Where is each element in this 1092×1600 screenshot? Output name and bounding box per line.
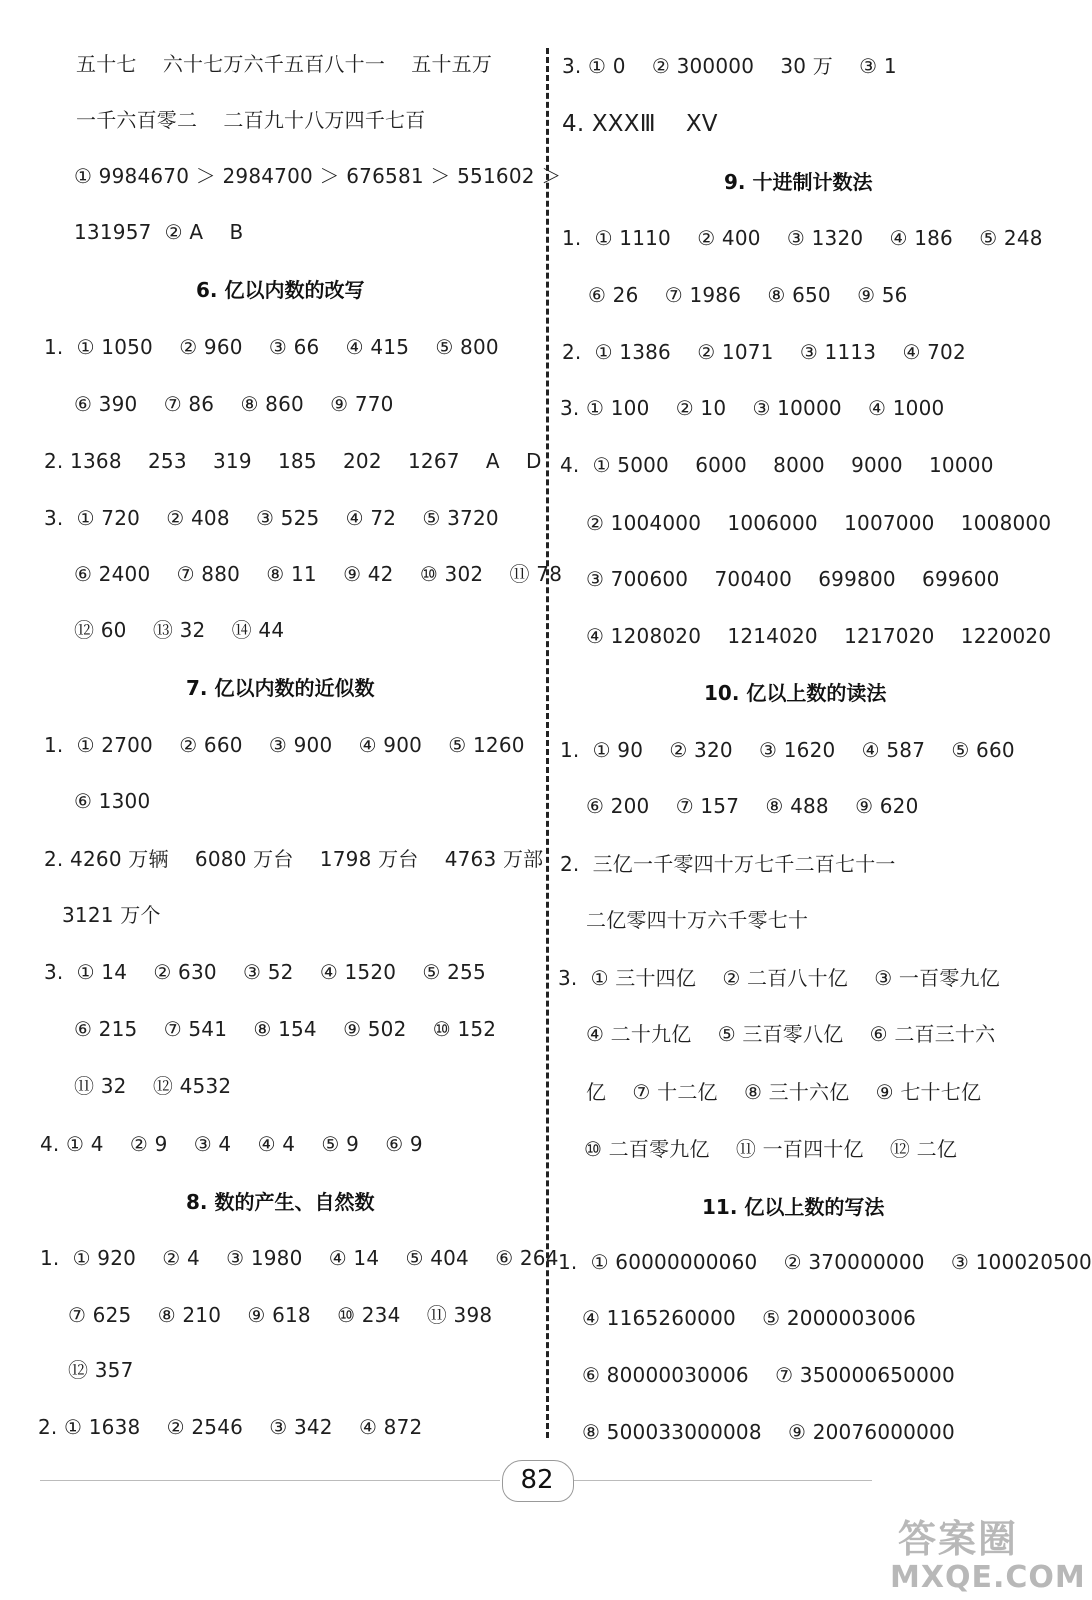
answer-line: 二亿零四十万六千零七十 xyxy=(586,908,809,932)
answer-line: ⑦ 625 ⑧ 210 ⑨ 618 ⑩ 234 ⑪ 398 xyxy=(68,1303,493,1327)
answer-line: ⑥ 1300 xyxy=(74,789,151,813)
answer-line: ⑥ 390 ⑦ 86 ⑧ 860 ⑨ 770 xyxy=(74,392,394,416)
answer-line: ⑥ 215 ⑦ 541 ⑧ 154 ⑨ 502 ⑩ 152 xyxy=(74,1017,497,1041)
answer-line: 2. ① 1638 ② 2546 ③ 342 ④ 872 xyxy=(38,1415,423,1439)
answer-line: 3. ① 三十四亿 ② 二百八十亿 ③ 一百零九亿 xyxy=(558,966,1000,990)
column-divider xyxy=(546,48,549,1438)
watermark-logo xyxy=(890,1508,1086,1598)
answer-line: 1. ① 1110 ② 400 ③ 1320 ④ 186 ⑤ 248 xyxy=(562,226,1043,250)
answer-line: 3. ① 100 ② 10 ③ 10000 ④ 1000 xyxy=(560,396,945,420)
page-number: 82 xyxy=(520,1465,554,1495)
answer-line: ① 9984670 ＞ 2984700 ＞ 676581 ＞ 551602 ＞ xyxy=(74,164,562,188)
answer-line: 亿 ⑦ 十二亿 ⑧ 三十六亿 ⑨ 七十七亿 xyxy=(586,1080,982,1104)
answer-line: 3121 万个 xyxy=(62,903,161,927)
answer-line: 1. ① 90 ② 320 ③ 1620 ④ 587 ⑤ 660 xyxy=(560,738,1015,762)
section-title-9: 9. 十进制计数法 xyxy=(724,170,873,194)
answer-line: 3. ① 14 ② 630 ③ 52 ④ 1520 ⑤ 255 xyxy=(44,960,486,984)
answer-line: 1. ① 920 ② 4 ③ 1980 ④ 14 ⑤ 404 ⑥ 264 xyxy=(40,1246,559,1270)
watermark-text: 答案圈 xyxy=(898,1517,1019,1561)
answer-line: 1. ① 1050 ② 960 ③ 66 ④ 415 ⑤ 800 xyxy=(44,335,499,359)
answer-line: ⑩ 二百零九亿 ⑪ 一百四十亿 ⑫ 二亿 xyxy=(584,1137,958,1161)
answer-line: ⑪ 32 ⑫ 4532 xyxy=(74,1074,232,1098)
answer-line: ⑫ 357 xyxy=(68,1358,134,1382)
answer-line: 4. ① 4 ② 9 ③ 4 ④ 4 ⑤ 9 ⑥ 9 xyxy=(40,1132,423,1156)
watermark-url: MXQE.COM xyxy=(890,1560,1086,1595)
answer-line: ⑧ 500033000008 ⑨ 20076000000 xyxy=(582,1420,955,1444)
section-title-6: 6. 亿以内数的改写 xyxy=(196,278,365,302)
answer-line: ③ 700600 700400 699800 699600 xyxy=(586,567,1000,591)
answer-line: ④ 二十九亿 ⑤ 三百零八亿 ⑥ 二百三十六 xyxy=(586,1022,996,1046)
answer-line: 3. ① 0 ② 300000 30 万 ③ 1 xyxy=(562,54,897,78)
answer-line: ⑫ 60 ⑬ 32 ⑭ 44 xyxy=(74,618,285,642)
answer-line: 2. 1368 253 319 185 202 1267 A D xyxy=(44,449,542,473)
answer-line: 1. ① 60000000060 ② 370000000 ③ 100020500 xyxy=(558,1250,1092,1274)
answer-line: 4. XXXⅢ XV xyxy=(562,111,718,137)
answer-line: 2. 4260 万辆 6080 万台 1798 万台 4763 万部 xyxy=(44,847,544,871)
footer-rule xyxy=(572,1480,872,1481)
answer-line: ② 1004000 1006000 1007000 1008000 xyxy=(586,511,1052,535)
answer-line: 3. ① 720 ② 408 ③ 525 ④ 72 ⑤ 3720 xyxy=(44,506,499,530)
answer-line: 131957 ② A B xyxy=(74,220,244,244)
answer-line: 4. ① 5000 6000 8000 9000 10000 xyxy=(560,453,994,477)
answer-line: ⑥ 26 ⑦ 1986 ⑧ 650 ⑨ 56 xyxy=(588,283,908,307)
section-title-7: 7. 亿以内数的近似数 xyxy=(186,676,375,700)
answer-line: 1. ① 2700 ② 660 ③ 900 ④ 900 ⑤ 1260 xyxy=(44,733,525,757)
section-title-10: 10. 亿以上数的读法 xyxy=(704,681,887,705)
section-title-8: 8. 数的产生、自然数 xyxy=(186,1190,375,1214)
answer-line: ④ 1208020 1214020 1217020 1220020 xyxy=(586,624,1052,648)
answer-line: ⑥ 2400 ⑦ 880 ⑧ 11 ⑨ 42 ⑩ 302 ⑪ 78 xyxy=(74,562,563,586)
answer-line: 五十七 六十七万六千五百八十一 五十五万 xyxy=(76,52,493,76)
page-number-badge xyxy=(496,1460,578,1500)
answer-line: ⑥ 80000030006 ⑦ 350000650000 xyxy=(582,1363,955,1387)
section-title-11: 11. 亿以上数的写法 xyxy=(702,1195,885,1219)
answer-line: 2. 三亿一千零四十万七千二百七十一 xyxy=(560,852,896,876)
answer-line: 2. ① 1386 ② 1071 ③ 1113 ④ 702 xyxy=(562,340,966,364)
answer-line: ④ 1165260000 ⑤ 2000003006 xyxy=(582,1306,917,1330)
answer-line: ⑥ 200 ⑦ 157 ⑧ 488 ⑨ 620 xyxy=(586,794,919,818)
answer-line: 一千六百零二 二百九十八万四千七百 xyxy=(76,108,426,132)
footer-rule xyxy=(40,1480,500,1481)
